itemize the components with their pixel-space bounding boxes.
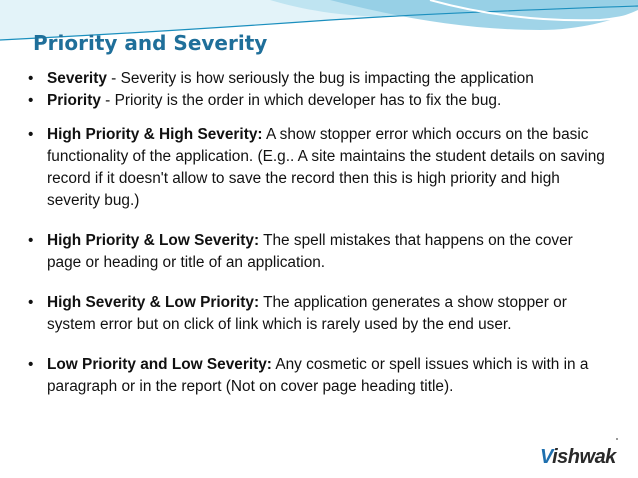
bullet-icon: •: [28, 126, 34, 143]
page-marker: [616, 438, 618, 440]
bullet-term: Severity: [47, 70, 107, 87]
bullet-list: [28, 68, 608, 398]
bullet-icon: •: [28, 232, 34, 249]
bullet-item-low-priority-low-severity: [28, 354, 608, 398]
bullet-text: Any cosmetic or spell issues which is with in a paragraph or in the report (Not on cover page heading title).: [47, 356, 589, 395]
bullet-text: The spell mistakes that happens on the cover page or heading or title of an application.: [47, 232, 573, 271]
vishwak-logo: [540, 446, 616, 469]
bullet-icon: •: [28, 70, 34, 87]
bullet-text: - Priority is the order in which developer has to fix the bug.: [100, 92, 502, 109]
bullet-text: A show stopper error which occurs on the basic functionality of the application. (E.g.. A site maintains the student details on saving record if it doesn't allow to save the record then this is high priority and high severity bug.): [47, 126, 605, 209]
logo-rest: ishwak: [552, 446, 616, 468]
bullet-item-priority: [28, 90, 608, 112]
bullet-icon: •: [28, 92, 34, 109]
bullet-item-severity: [28, 68, 608, 90]
bullet-item-high-severity-low-priority: [28, 292, 608, 336]
bullet-term: High Priority & Low Severity:: [47, 232, 260, 249]
bullet-icon: •: [28, 294, 34, 311]
bullet-term: High Priority & High Severity:: [47, 126, 263, 143]
bullet-icon: •: [28, 356, 34, 373]
bullet-term: Low Priority and Low Severity:: [47, 356, 272, 373]
bullet-term: Priority: [47, 92, 101, 109]
slide-title: Priority and Severity: [33, 31, 268, 55]
logo-first-letter: V: [540, 446, 553, 468]
bullet-text: The application generates a show stopper or system error but on click of link which is rarely used by the end user.: [47, 294, 567, 333]
bullet-term: High Severity & Low Priority:: [47, 294, 260, 311]
bullet-item-high-priority-high-severity: [28, 124, 608, 212]
bullet-text: - Severity is how seriously the bug is impacting the application: [106, 70, 534, 87]
bullet-item-high-priority-low-severity: [28, 230, 608, 274]
